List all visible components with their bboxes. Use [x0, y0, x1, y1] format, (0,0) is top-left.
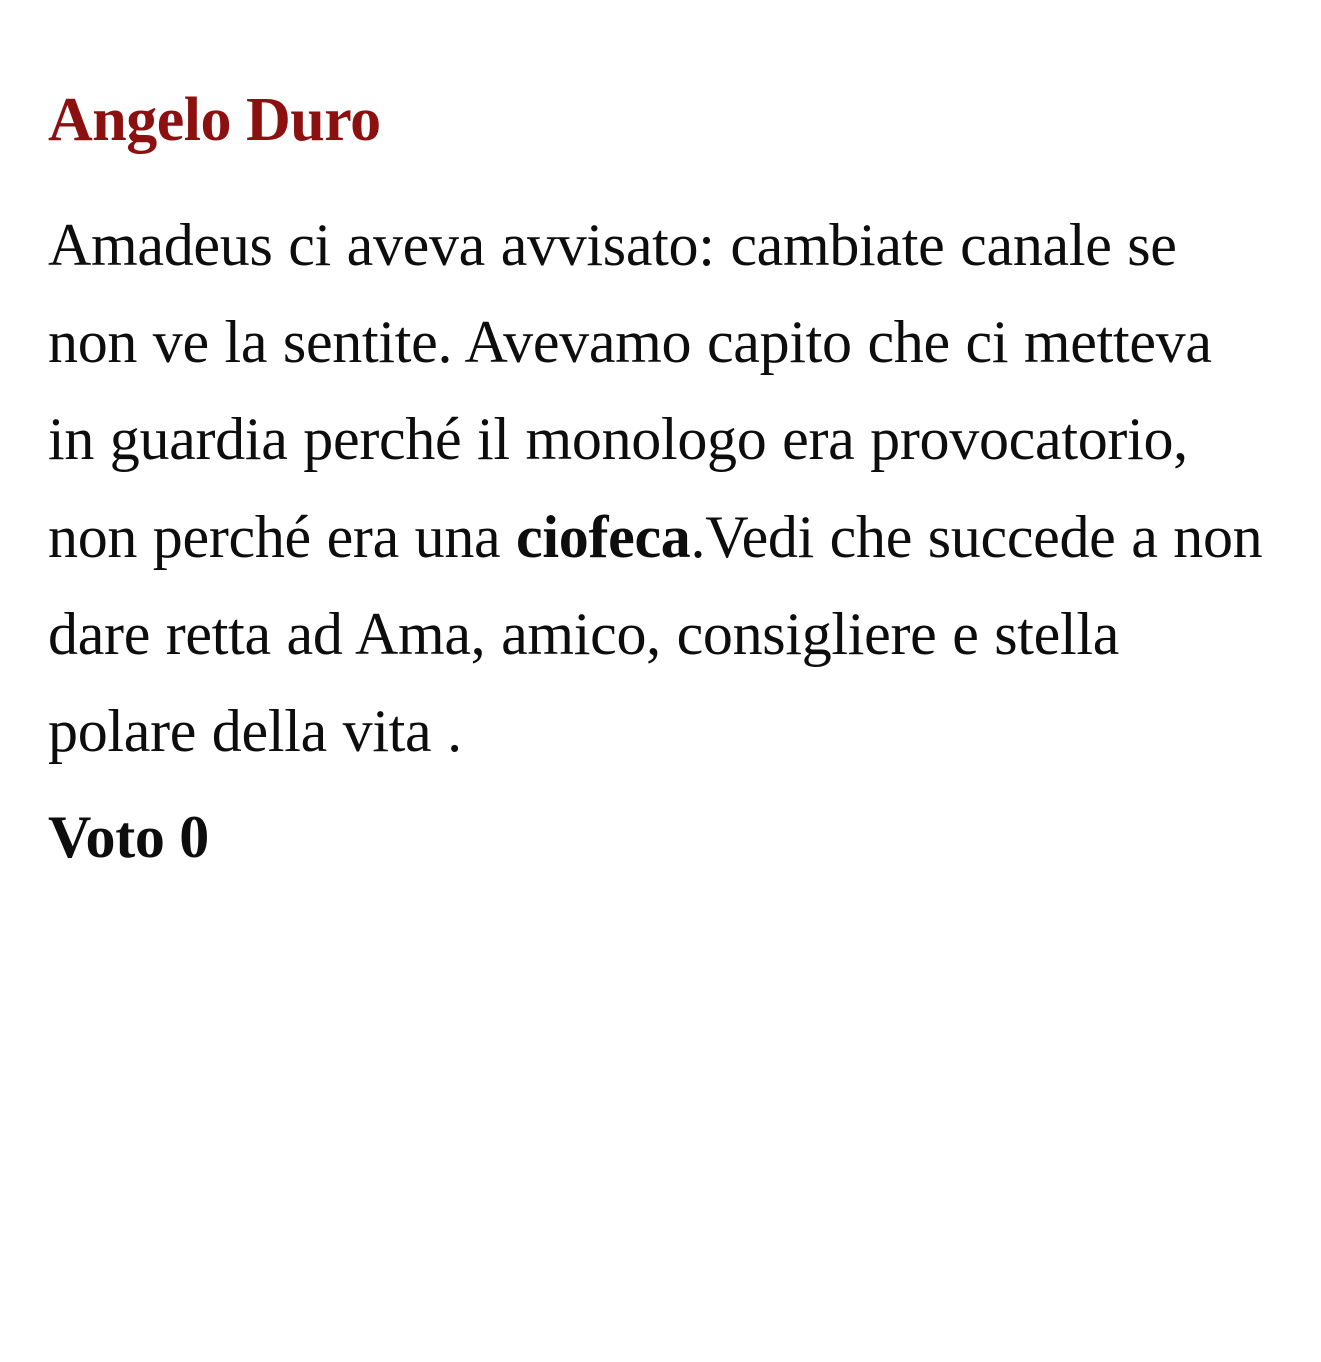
- body-text-part-one: Amadeus ci aveva avvisato: cambiate canale se non ve la sentite. Avevamo capito che ci metteva in guardia perché il monologo era provocatorio, non perché era una: [48, 212, 1212, 570]
- verdict-score: Voto 0: [48, 804, 210, 871]
- page-title: Angelo Duro: [48, 86, 381, 154]
- body-text-emphasis: ciofeca: [516, 503, 691, 570]
- body-text-part-two: .Vedi che succede a non dare retta ad Ama, amico, consigliere e stella polare della vita .: [48, 503, 1263, 765]
- article-body: [48, 197, 1266, 780]
